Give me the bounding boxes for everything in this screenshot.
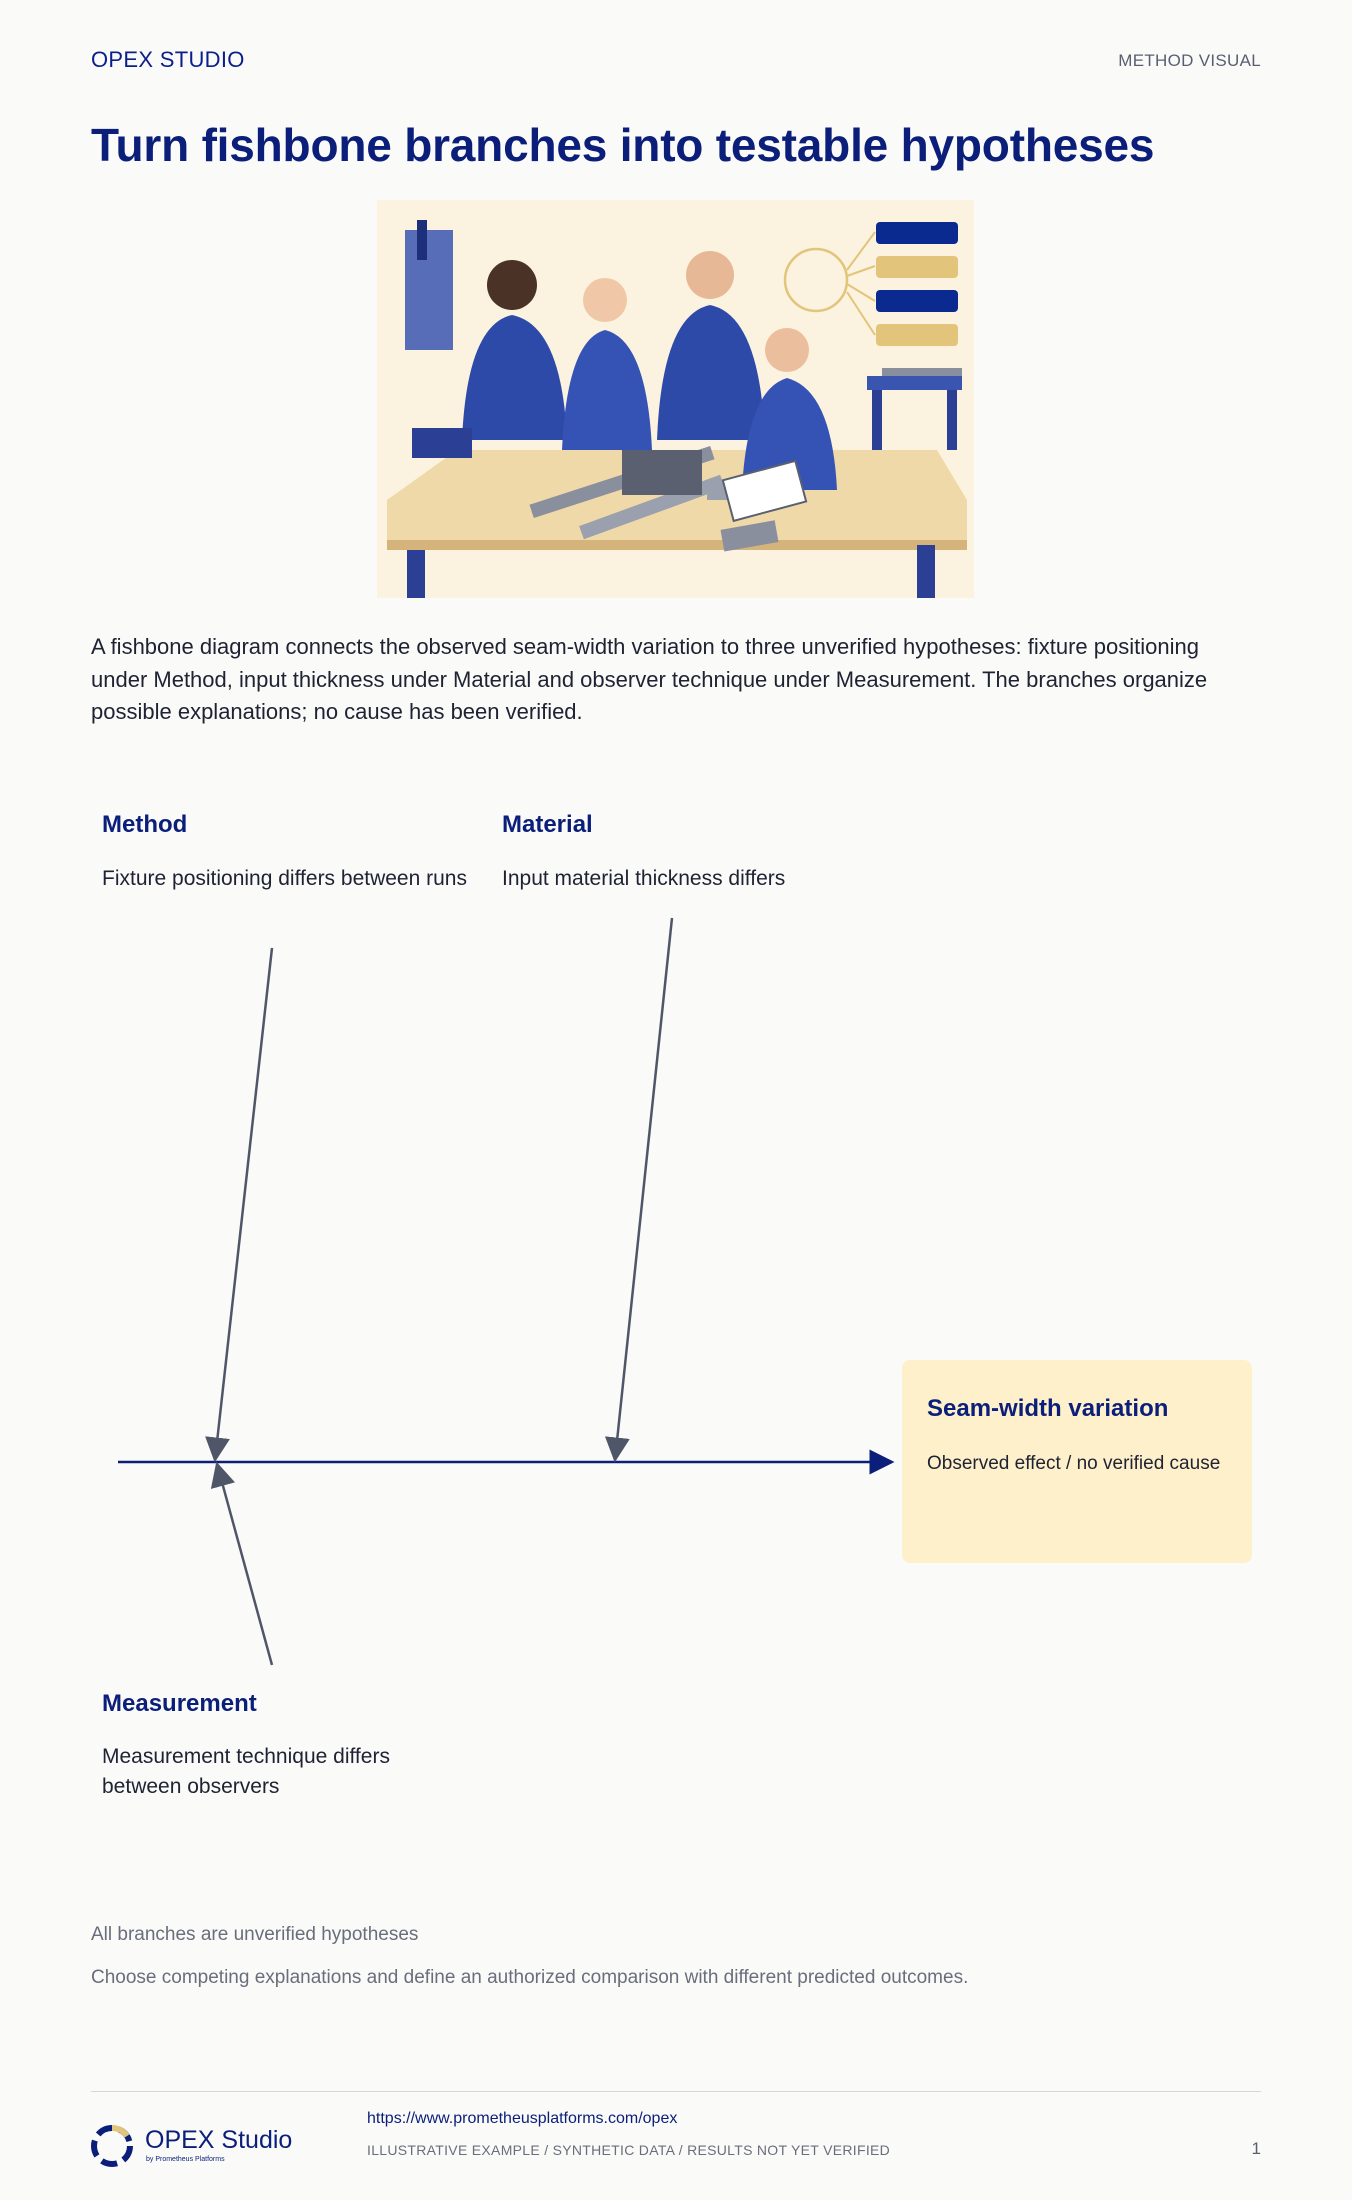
effect-text: Observed effect / no verified cause xyxy=(927,1453,1221,1474)
intro-paragraph: A fishbone diagram connects the observed seam-width variation to three unverified hypotheses: fixture positioning under Method, input thickness under Material and observer technique under Measurement. The branches organize possible explanations; no cause has been verified. xyxy=(91,634,1208,724)
measurement-branch-line xyxy=(217,1464,272,1665)
header-brand: OPEX STUDIO xyxy=(91,47,245,72)
page-number: 1 xyxy=(1251,2139,1261,2158)
footer-disclaimer: ILLUSTRATIVE EXAMPLE / SYNTHETIC DATA / RESULTS NOT YET VERIFIED xyxy=(367,2142,891,2158)
ring-logo-icon xyxy=(89,2123,135,2174)
branch-title-measurement: Measurement xyxy=(102,1690,257,1717)
effect-box xyxy=(902,1360,1252,1563)
effect-title: Seam-width variation xyxy=(927,1395,1169,1422)
footer-brand: OPEX Studio xyxy=(145,2126,293,2154)
branch-hypothesis-method: Fixture positioning differs between runs xyxy=(102,867,467,890)
footer-url-link[interactable]: https://www.prometheusplatforms.com/opex xyxy=(367,2110,678,2127)
footer-divider xyxy=(91,2091,1261,2092)
page-title: Turn fishbone branches into testable hypotheses xyxy=(91,119,1155,171)
hypothesis-note: All branches are unverified hypotheses xyxy=(91,1924,419,1945)
material-branch-line xyxy=(615,918,672,1460)
document-kind-label: METHOD VISUAL xyxy=(1118,51,1261,70)
method-branch-line xyxy=(215,948,272,1460)
footer-brand-sub: by Prometheus Platforms xyxy=(146,2156,225,2163)
branch-title-material: Material xyxy=(502,811,593,838)
branch-hypothesis-material: Input material thickness differs xyxy=(502,867,786,890)
branch-title-method: Method xyxy=(102,811,188,838)
branch-hypothesis-measurement: Measurement technique differs between observers xyxy=(102,1745,390,1798)
next-step-note: Choose competing explanations and define an authorized comparison with different predicted outcomes. xyxy=(91,1967,969,1988)
